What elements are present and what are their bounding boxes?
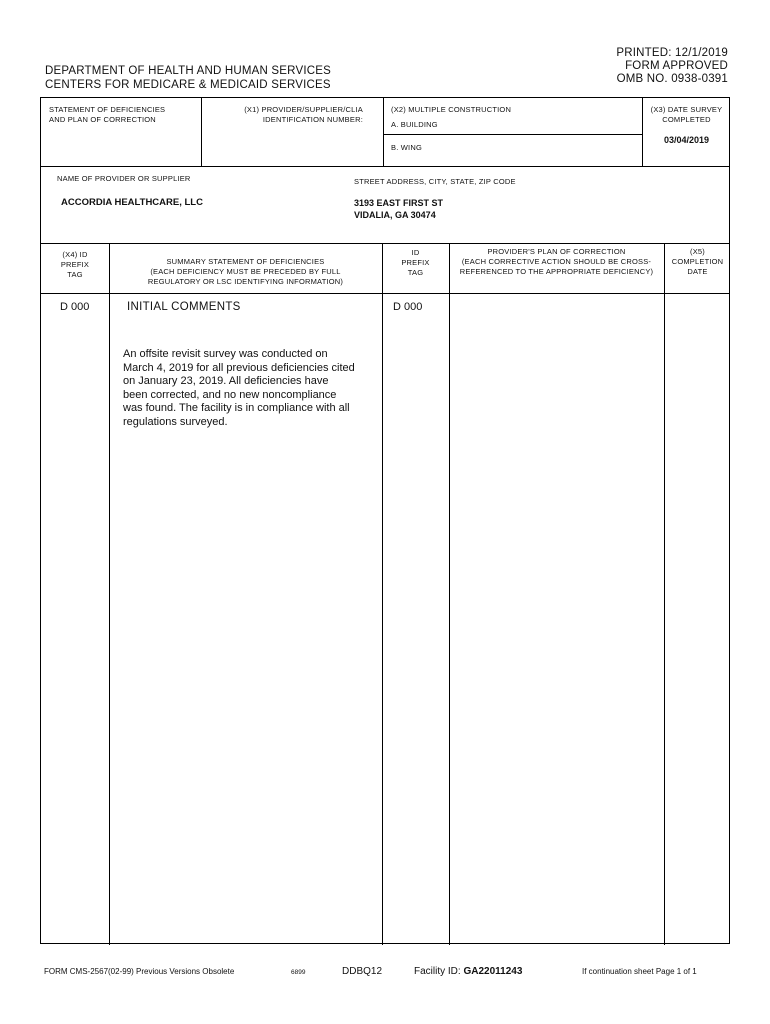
plan-header [449, 247, 664, 277]
divider [109, 243, 110, 945]
entry-title: INITIAL COMMENTS [127, 301, 241, 313]
wing-label: B. WING [391, 143, 422, 152]
event-id: DDBQ12 [342, 966, 383, 977]
form-number: FORM CMS-2567(02-99) Previous Versions Obsolete [44, 967, 235, 976]
printed-date: PRINTED: 12/1/2019 [616, 47, 728, 59]
id-header-line: TAG [407, 268, 424, 277]
provider-label: NAME OF PROVIDER OR SUPPLIER [57, 174, 191, 183]
summary-header-line: SUMMARY STATEMENT OF DEFICIENCIES [166, 257, 325, 266]
address-label: STREET ADDRESS, CITY, STATE, ZIP CODE [354, 177, 516, 186]
plan-header-line: PROVIDER'S PLAN OF CORRECTION [487, 247, 626, 256]
agency-header [45, 64, 331, 92]
agency-line-2: CENTERS FOR MEDICARE & MEDICAID SERVICES [45, 79, 331, 91]
x3-label [642, 105, 731, 125]
x5-header-line: DATE [687, 267, 708, 276]
id-header-line: ID [411, 248, 420, 257]
form-info [616, 47, 728, 86]
statement-label [49, 105, 165, 125]
continuation-note: If continuation sheet Page 1 of 1 [582, 967, 697, 976]
divider [383, 98, 384, 166]
summary-header-line: (EACH DEFICIENCY MUST BE PRECEDED BY FULL [150, 267, 341, 276]
facility-id-value: GA22011243 [463, 966, 523, 977]
x5-header-line: (X5) [690, 247, 705, 256]
divider [449, 243, 450, 945]
provider-address [354, 197, 443, 221]
address-line: VIDALIA, GA 30474 [354, 210, 436, 220]
comment-line: was found. The facility is in compliance with all [123, 402, 350, 414]
facility-id-label: Facility ID: [414, 966, 461, 977]
x4-header-line: TAG [67, 270, 83, 279]
divider [41, 243, 729, 244]
plan-header-line: REFERENCED TO THE APPROPRIATE DEFICIENCY) [459, 267, 654, 276]
x1-label-line: IDENTIFICATION NUMBER: [262, 115, 363, 124]
summary-header-line: REGULATORY OR LSC IDENTIFYING INFORMATION) [147, 277, 344, 286]
x4-header-line: (X4) ID [62, 250, 88, 259]
x4-header-line: PREFIX [60, 260, 90, 269]
agency-line-1: DEPARTMENT OF HEALTH AND HUMAN SERVICES [45, 65, 331, 77]
x2-label: (X2) MULTIPLE CONSTRUCTION [391, 105, 512, 114]
x1-label [201, 105, 383, 125]
omb-number: OMB NO. 0938-0391 [616, 73, 728, 85]
id-tag: D 000 [393, 301, 423, 313]
prefix-tag: D 000 [60, 301, 90, 313]
comment-line: March 4, 2019 for all previous deficiencies cited [123, 361, 355, 374]
comment-line: on January 23, 2019. All deficiencies have [123, 375, 329, 387]
divider [41, 166, 729, 167]
x1-label-line: (X1) PROVIDER/SUPPLIER/CLIA [244, 105, 363, 114]
building-label: A. BUILDING [391, 120, 438, 129]
entry-comment [123, 348, 379, 429]
address-line: 3193 EAST FIRST ST [354, 198, 444, 208]
statement-label-line: STATEMENT OF DEFICIENCIES [49, 105, 166, 114]
form-code: 6899 [291, 969, 306, 976]
divider [383, 134, 642, 135]
plan-header-line: (EACH CORRECTIVE ACTION SHOULD BE CROSS- [461, 257, 652, 266]
provider-name: ACCORDIA HEALTHCARE, LLC [61, 197, 203, 208]
x5-header-line: COMPLETION [671, 257, 724, 266]
x5-header [664, 247, 731, 277]
id-header-line: PREFIX [401, 258, 430, 267]
divider [41, 293, 729, 294]
deficiency-form [40, 97, 730, 944]
facility-id [414, 966, 522, 977]
statement-label-line: AND PLAN OF CORRECTION [49, 115, 156, 124]
id-header [382, 248, 449, 278]
x3-label-line: (X3) DATE SURVEY [650, 105, 723, 114]
comment-line: been corrected, and no new noncompliance [123, 388, 337, 401]
summary-header [109, 257, 382, 287]
x4-header [41, 250, 109, 280]
comment-line: regulations surveyed. [123, 415, 228, 428]
form-approved: FORM APPROVED [625, 60, 728, 72]
divider [382, 243, 383, 945]
comment-line: An offsite revisit survey was conducted on [123, 348, 328, 360]
divider [664, 243, 665, 945]
x3-label-line: COMPLETED [662, 115, 711, 124]
date-completed: 03/04/2019 [663, 135, 710, 145]
